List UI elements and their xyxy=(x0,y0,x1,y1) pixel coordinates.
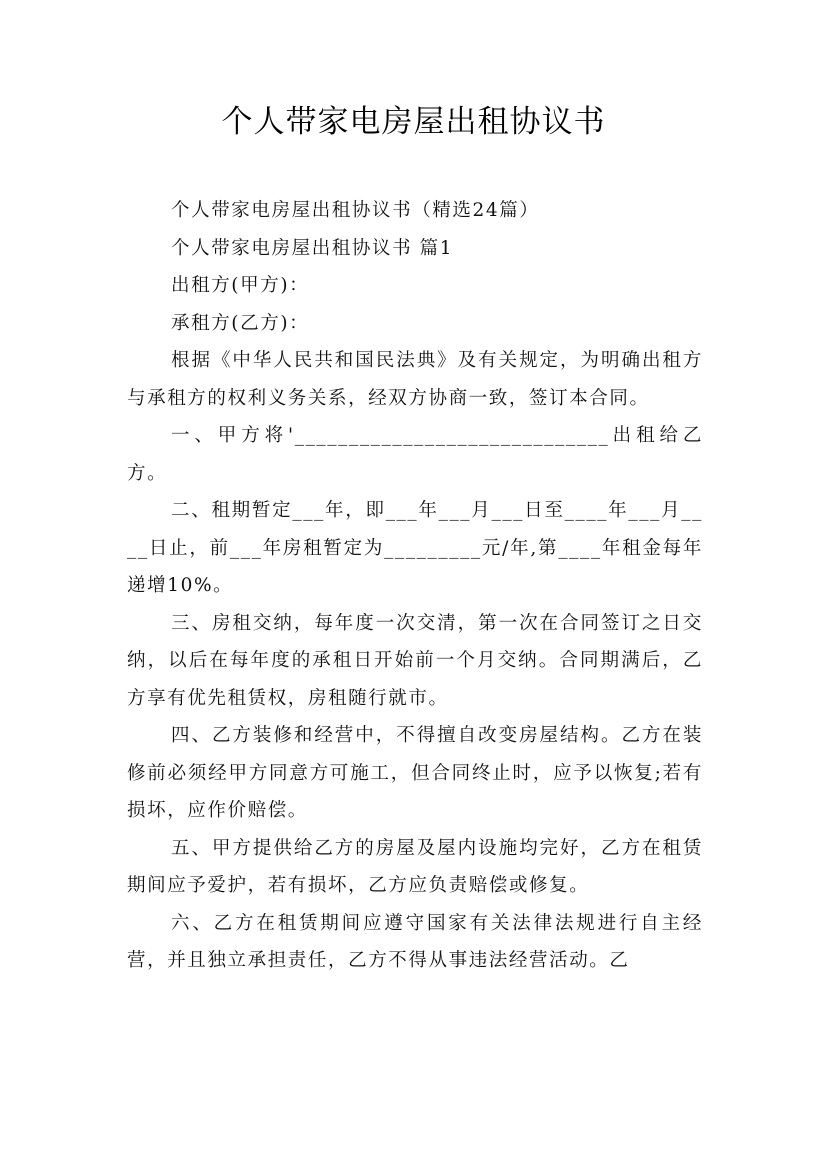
clause-6-paragraph: 六、乙方在租赁期间应遵守国家有关法律法规进行自主经营，并且独立承担责任，乙方不得从事违法经营活动。乙 xyxy=(127,912,703,971)
document-title: 个人带家电房屋出租协议书 xyxy=(221,104,606,140)
clause-4-paragraph: 四、乙方装修和经营中，不得擅自改变房屋结构。乙方在装修前必须经甲方同意方可施工，但合同终止时，应予以恢复;若有损坏，应作价赔偿。 xyxy=(127,725,703,821)
lessee-line: 承租方(乙方)： xyxy=(171,312,310,334)
document-body xyxy=(127,192,703,980)
subtitle-line: 个人带家电房屋出租协议书（精选24篇） xyxy=(171,200,540,221)
clause-1-paragraph: 一、甲方将'_____________________________出租给乙方。 xyxy=(127,425,703,484)
section-heading: 个人带家电房屋出租协议书 篇1 xyxy=(171,237,454,259)
clause-5-paragraph: 五、甲方提供给乙方的房屋及屋内设施均完好，乙方在租赁期间应予爱护，若有损坏，乙方应负责赔偿或修复。 xyxy=(127,837,703,896)
clause-3-paragraph: 三、房租交纳，每年度一次交清，第一次在合同签订之日交纳，以后在每年度的承租日开始前一个月交纳。合同期满后，乙方享有优先租赁权，房租随行就市。 xyxy=(127,612,703,709)
clause-2-paragraph: 二、租期暂定___年，即___年___月___日至____年___月____日止，前___年房租暂定为_________元/年,第____年租金每年递增10%。 xyxy=(127,500,703,596)
lessor-line: 出租方(甲方)： xyxy=(171,275,310,296)
preamble-paragraph: 根据《中华人民共和国民法典》及有关规定，为明确出租方与承租方的权利义务关系，经双方协商一致，签订本合同。 xyxy=(127,350,703,409)
